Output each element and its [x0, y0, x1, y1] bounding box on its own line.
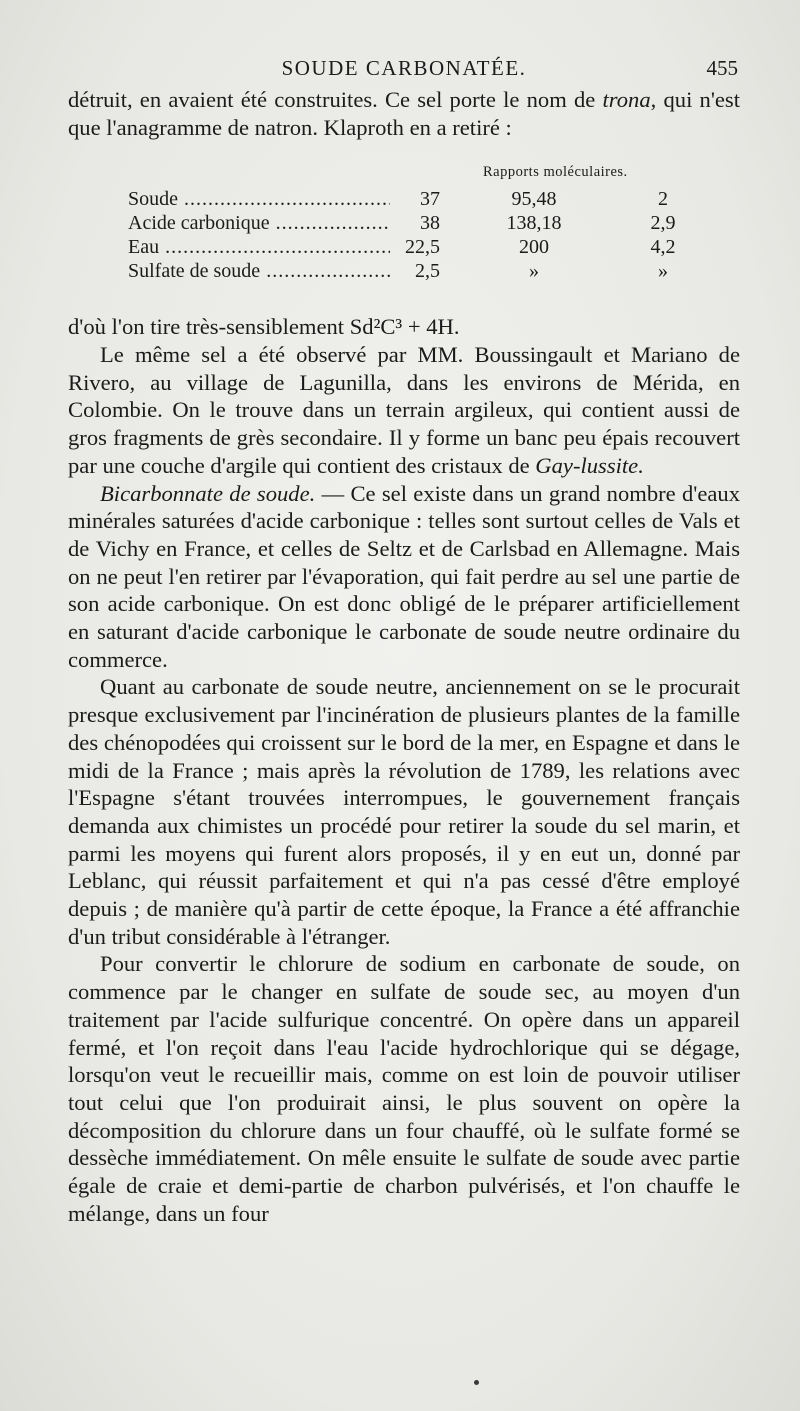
paragraph-carbonate-neutre: Quant au carbonate de soude neutre, anciennement on se le procurait presque exclusivement par l'incinération de plusieurs plantes de la famille des chénopodées qui croissent sur le bord de la mer, en Espagne et dans le midi de la France ; mais après la révolution de 1789, les relations avec l'Espagne s'étant trouvées interrompues, le gouvernement français demanda aux chimistes un procédé pour retirer la soude du sel marin, et parmi les moyens qui furent alors proposés, il y en eut un, donné par Leblanc, qui réussit parfaitement et qui n'a pas cessé d'être employé depuis ; de manière qu'à partir de cette époque, la France a été affranchie d'un tribut considérable à l'étranger. — [68, 674, 740, 949]
percent-value: 38 — [420, 212, 440, 234]
row-label: Soude ..... — [128, 188, 390, 211]
ratio-value: » — [658, 260, 668, 282]
table-row — [128, 236, 733, 260]
percent-value: 22,5 — [405, 236, 440, 258]
molecular-value: 95,48 — [511, 188, 557, 210]
row-label: Sulfate de soude ..... — [128, 260, 390, 283]
ink-dot — [474, 1380, 479, 1385]
table-row — [128, 188, 733, 212]
formula-line: d'où l'on tire très-sensiblement Sd²C³ + 4H. — [68, 314, 460, 339]
main-text — [68, 341, 740, 1228]
mineral-name: Gay-lussite. — [535, 452, 644, 478]
mineral-name: trona — [602, 87, 651, 112]
paragraph-bicarbonate — [68, 480, 740, 674]
table-header: Rapports moléculaires. — [483, 164, 628, 180]
formula-paragraph — [68, 313, 740, 341]
molecular-value: 138,18 — [506, 212, 562, 234]
page-number: 455 — [706, 56, 738, 80]
ratio-value: 4,2 — [650, 236, 676, 258]
page-header — [70, 52, 738, 82]
paragraph-text: — Ce sel existe dans un grand nombre d'eaux minérales saturées d'acide carbonique : telles sont surtout celles de Vals et de Vichy en France, et celles de Seltz et de Carlsbad en Allemagne. Mais on ne peut l'en retirer par l'évaporation, qui fait perdre au sel une partie de son acide carbonique. On est donc obligé de le préparer artificiellement en saturant d'acide carbonique le carbonate de soude neutre ordinaire du commerce. — [68, 480, 740, 672]
table-row — [128, 212, 733, 236]
row-label: Acide carbonique ..... — [128, 212, 390, 235]
paragraph-lagunilla — [68, 341, 740, 480]
intro-text: détruit, en avaient été construites. Ce sel porte le nom de trona, qui n'est que l'anagramme de natron. Klaproth en a retiré : — [68, 87, 740, 140]
molecular-value: » — [529, 260, 539, 282]
intro-paragraph — [68, 86, 740, 141]
paragraph-text: Le même sel a été observé par MM. Boussingault et Mariano de Rivero, au village de Lagunilla, dans les environs de Mérida, en Colombie. On le trouve dans un terrain argileux, qui contient aussi de gros fragments de grès secondaire. Il y forme un banc peu épais recouvert par une couche d'argile qui contient des cristaux de — [68, 342, 740, 478]
section-heading: Bicarbonnate de soude. — [100, 480, 316, 506]
running-title: SOUDE CARBONATÉE. — [281, 56, 527, 80]
table-row — [128, 260, 733, 284]
ratio-value: 2,9 — [650, 212, 676, 234]
molecular-value: 200 — [519, 236, 549, 258]
ratio-value: 2 — [658, 188, 668, 210]
paragraph-conversion: Pour convertir le chlorure de sodium en carbonate de soude, on commence par le changer en sulfate de soude sec, au moyen d'un traitement par l'acide sulfurique concentré. On opère dans un appareil fermé, et l'on reçoit dans l'eau l'acide hydrochlorique qui se dégage, lorsqu'on veut le recueillir mais, comme on est loin de pouvoir utiliser tout celui que l'on produirait ainsi, le plus souvent on opère la décomposition du chlorure dans un four chauffé, où le sulfate formé se dessèche immédiatement. On mêle ensuite le sulfate de soude avec partie égale de craie et demi-partie de charbon pulvérisés, et l'on chauffe le mélange, dans un four — [68, 951, 740, 1226]
percent-value: 2,5 — [415, 260, 440, 282]
row-label: Eau ..... — [128, 236, 390, 259]
percent-value: 37 — [420, 188, 440, 210]
analysis-table — [128, 164, 733, 284]
